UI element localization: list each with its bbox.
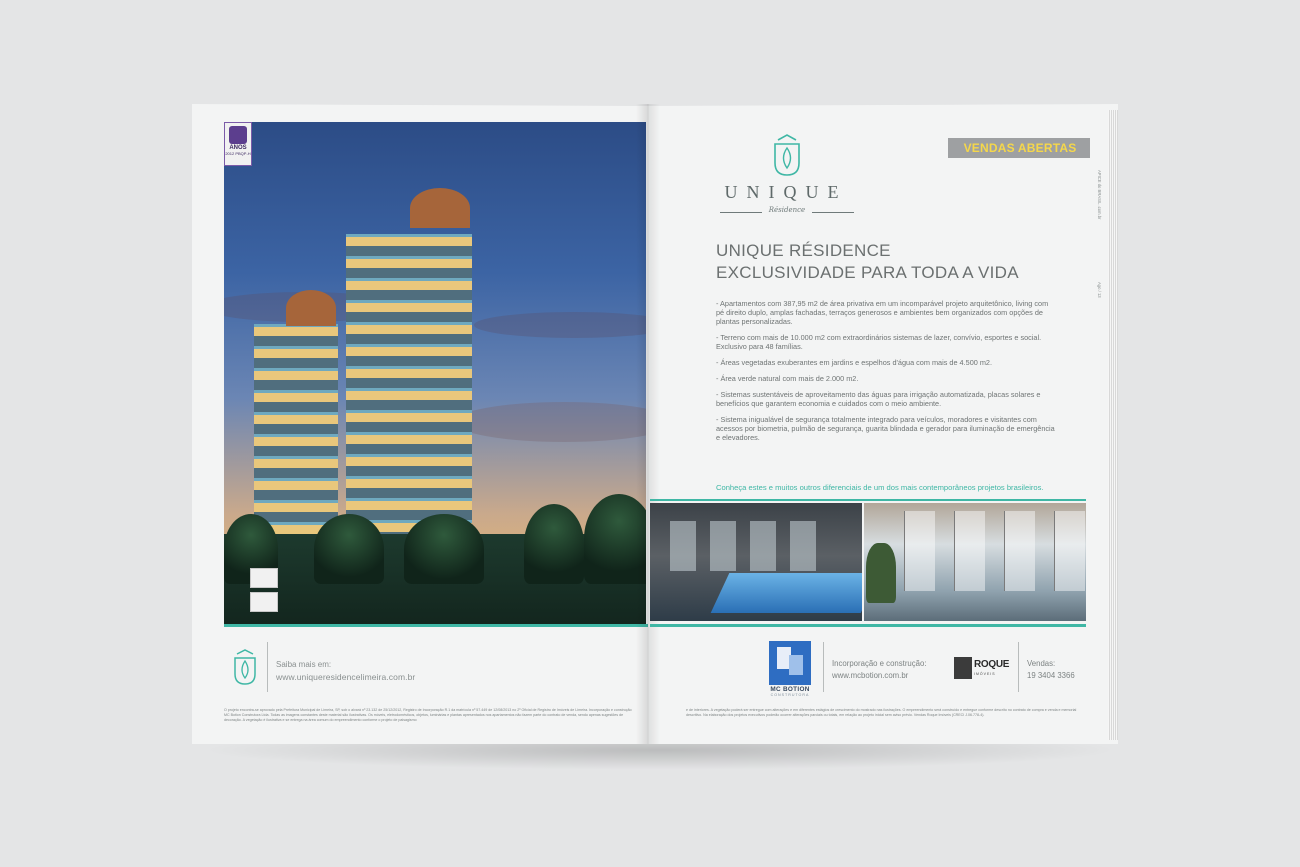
sales-phone[interactable]: 19 3404 3366 — [1027, 671, 1075, 680]
lobby-glass-panel — [904, 511, 935, 591]
feature-item: - Áreas vegetadas exuberantes em jardins e espelhos d'água com mais de 4.500 m2. — [716, 358, 992, 367]
building-render-photo — [224, 122, 646, 624]
teal-rule-upper — [650, 499, 1086, 501]
footer-divider — [1018, 642, 1019, 692]
page-stack-edge — [1108, 110, 1118, 740]
brand-name: UNIQUE — [724, 182, 848, 202]
brand-sub: Résidence — [768, 206, 806, 214]
legal-text-left: O projeto encontra-se aprovado pela Prefeitura Municipal de Limeira, SP, sob o alvará nº 23.132 de 25/12/2012, Registro de Incorporação R.1 da matrícula nº 57.449 de 12/08/2013 no 2º Oficial de Registro de Imóveis de Limeira. Incorporação e construção MC Botion Construtora Ltda. Todas as imagens constantes deste material são ilustrativas. Os móveis, eletrodomésticos, objetos, luminárias e plantas apresentados nos apartamentos não fazem parte do contrato de venda, sendo apenas sugestões de decoração. A vegetação é ilustrativa e se entrega na área comum do empreendimento conforme o projeto de paisagismo — [224, 708, 632, 722]
roque-sub: IMÓVEIS — [974, 672, 996, 676]
roque-name: ROQUE — [974, 659, 1010, 670]
footer-divider — [267, 642, 268, 692]
cloud — [474, 312, 646, 338]
feature-item: - Área verde natural com mais de 2.000 m2. — [716, 374, 859, 383]
anos-label: ANOS — [229, 145, 247, 151]
headline-line-1: UNIQUE RÉSIDENCE — [716, 241, 891, 260]
pool-window — [790, 521, 816, 571]
footer-divider — [823, 642, 824, 692]
sale-tag-label: VENDAS ABERTAS — [963, 141, 1077, 155]
builder-name: MC BOTION — [770, 686, 810, 693]
lobby-plant — [866, 543, 896, 603]
builder-sub: CONSTRUTORA — [770, 693, 810, 697]
legal-text-right: e de interiores. A vegetação poderá ser entregue com alterações e em diferentes estágios de crescimento do mostrado nas ilustrações. O empreendimento será construído e entregue conforme descrito no contrato de compra e venda e memorial descritivo. Na elaboração dos projetos executivos poderão ocorrer alterações parciais ou totais, em relação ao projeto inicial sem aviso prévio. Vendas Roque Imóveis (CRECI J.06.778-4). — [686, 708, 1077, 717]
website-block — [276, 659, 415, 683]
construction-link[interactable]: www.mcbotion.com.br — [832, 671, 909, 680]
pool-window — [710, 521, 736, 571]
book-gutter — [636, 104, 660, 744]
pool-photo — [650, 503, 862, 621]
headline — [716, 240, 1019, 284]
vertical-page-label: Ago / 13 — [1097, 282, 1102, 298]
cloud — [454, 402, 646, 442]
headline-line-2: EXCLUSIVIDADE PARA TODA A VIDA — [716, 263, 1019, 282]
sale-tag — [948, 138, 1090, 158]
cta-text: Conheça estes e muitos outros diferenciais de um dos mais contemporâneos projetos brasileiros. — [716, 483, 1044, 492]
lobby-glass-panel — [1004, 511, 1035, 591]
palm-tree — [524, 504, 584, 584]
lobby-glass-panel — [1054, 511, 1085, 591]
palm-tree — [404, 514, 484, 584]
roque-mark-icon — [954, 657, 972, 679]
unique-shield-logo-icon — [233, 648, 257, 686]
pool-window — [670, 521, 696, 571]
tower-large-crown — [410, 188, 470, 228]
certification-badge — [250, 568, 278, 588]
logo-block — [789, 655, 803, 675]
anos-sub: 2012 PBQP-H — [225, 151, 251, 156]
palm-tree — [314, 514, 384, 584]
roque-logo — [954, 657, 1010, 679]
certification-badge — [250, 592, 278, 612]
website-link[interactable]: www.uniqueresidencelimeira.com.br — [276, 672, 416, 682]
feature-item: - Sistemas sustentáveis de aproveitamento das águas para irrigação automatizada, placas solares e benefícios que garantem economia e cuidados com o meio ambiente. — [716, 390, 1041, 408]
mc-botion-logo-icon — [769, 641, 811, 685]
construction-block — [832, 658, 926, 682]
lobby-photo — [864, 503, 1086, 621]
feature-item: - Apartamentos com 387,95 m2 de área privativa em um incomparável projeto arquitetônico, living com pé direito duplo, amplas fachadas, terraços generosos e ambientes bem organizados com opções de plantas personalizadas. — [716, 299, 1049, 326]
pbqp-icon — [229, 126, 247, 144]
teal-rule-left — [224, 624, 648, 627]
feature-list — [716, 299, 1056, 449]
vertical-site-label: APICE do BRASIL .com.br — [1097, 170, 1102, 220]
feature-item: - Terreno com mais de 10.000 m2 com extraordinários sistemas de lazer, convívio, esportes e social. Exclusivo para 48 famílias. — [716, 333, 1042, 351]
construction-label: Incorporação e construção: — [832, 659, 927, 668]
teal-rule-right — [650, 624, 1086, 627]
sales-block — [1027, 658, 1075, 682]
feature-item: - Sistema inigualável de segurança totalmente integrado para veículos, moradores e visitantes com acessos por biometria, pulmão de segurança, guarita blindada e gerador para iluminação de emergência e elevadores. — [716, 415, 1055, 442]
unique-crest-logo-icon — [772, 133, 802, 177]
brand-rule — [720, 212, 762, 213]
lobby-glass-panel — [954, 511, 985, 591]
saiba-label: Saiba mais em: — [276, 660, 332, 669]
tower-small-crown — [286, 290, 336, 326]
anos-badge — [224, 122, 252, 166]
pool-water — [711, 573, 862, 613]
brand-rule — [812, 212, 854, 213]
pool-window — [750, 521, 776, 571]
sales-label: Vendas: — [1027, 659, 1056, 668]
